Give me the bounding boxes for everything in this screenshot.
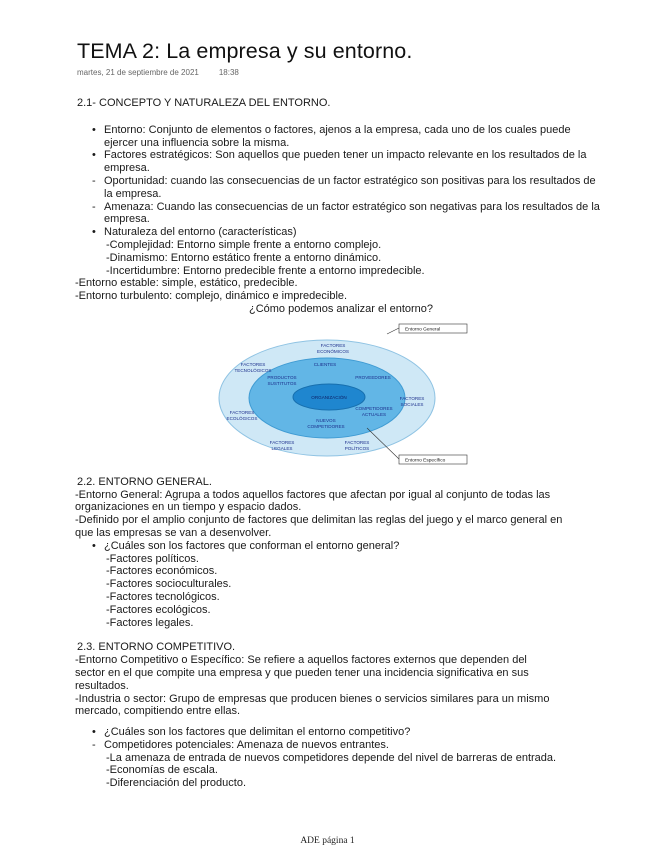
factor-socioculturales: -Factores socioculturales. [106,578,232,591]
label-tecnologicos-1: FACTORES [240,361,266,367]
potential-diferenciacion: -Diferenciación del producto. [106,777,247,790]
competitive-line-2: sector en el que compite una empresa y que pueden tener una incidencia significativa en sus [75,666,529,679]
label-sustitutos-2: SUSTITUTOS [267,380,297,386]
bullet-competitive-question: • ¿Cuáles son los factores que delimitan el entorno competitivo? [77,726,605,739]
label-legales-1: FACTORES [269,439,295,445]
page-title: TEMA 2: La empresa y su entorno. [77,39,413,63]
dash-amenaza: - Amenaza: Cuando las consecuencias de un factor estratégico son negativas para los resultados de la empresa. [77,201,605,227]
diagram-svg [217,316,497,474]
entorno-estable: -Entorno estable: simple, estático, predecible. [75,277,298,290]
diagram-question: ¿Cómo podemos analizar el entorno? [248,302,434,315]
dash-oportunidad: - Oportunidad: cuando las consecuencias de un factor estratégico son positivas para los resultados de la empresa. [77,175,605,201]
callout-general-text: Entorno General [405,327,441,333]
section-heading-general: 2.2. ENTORNO GENERAL. [77,475,212,488]
callout-general-line [387,328,399,334]
factor-economicos: -Factores económicos. [106,565,218,578]
nature-complejidad: -Complejidad: Entorno simple frente a entorno complejo. [106,238,382,251]
factor-legales: -Factores legales. [106,616,194,629]
label-competidores-1: COMPETIDORES [355,405,393,411]
label-tecnologicos-2: TECNOLÓGICOS [234,367,272,373]
page-body [77,97,605,790]
label-nuevos-1: NUEVOS [316,417,336,423]
factor-politicos: -Factores políticos. [106,552,199,565]
bullet-general-question: • ¿Cuáles son los factores que conforman el entorno general? [77,540,605,553]
competitive-line-1: -Entorno Competitivo o Específico: Se refiere a aquellos factores externos que dependen del [75,654,527,667]
environment-diagram [77,316,605,476]
callout-specific-text: Entorno Específico [405,458,446,464]
factor-tecnologicos: -Factores tecnológicos. [106,590,220,603]
bullet-naturaleza: • Naturaleza del entorno (características) [77,226,605,239]
nature-dinamismo: -Dinamismo: Entorno estático frente a entorno dinámico. [106,251,382,264]
label-legales-2: LEGALES [271,445,293,451]
section-heading-concept: 2.1- CONCEPTO Y NATURALEZA DEL ENTORNO. [77,97,331,109]
label-organizacion: ORGANIZACIÓN [311,394,347,400]
label-sociales-2: SOCIALES [400,401,424,407]
general-line-2: organizaciones en un tiempo y espacio dados. [75,501,302,514]
label-sustitutos-1: PRODUCTOS [267,374,297,380]
page-meta [77,68,239,77]
label-clientes: CLIENTES [313,361,337,367]
potential-amenaza: -La amenaza de entrada de nuevos competidores depende del nivel de barreras de entrada. [106,751,557,764]
label-proveedores: PROVEEDORES [355,374,391,380]
factor-ecologicos: -Factores ecológicos. [106,603,211,616]
label-economicos-2: ECONÓMICOS [317,348,349,354]
label-politicos-2: POLÍTICOS [344,445,370,451]
label-nuevos-2: COMPETIDORES [307,423,345,429]
nature-incertidumbre: -Incertidumbre: Entorno predecible frente a entorno impredecible. [106,264,425,277]
label-competidores-2: ACTUALES [361,411,387,417]
bullet-entorno: • Entorno: Conjunto de elementos o factores, ajenos a la empresa, cada uno de los cuales puede ejercer una influencia sobre la misma. [77,124,605,150]
general-line-4: que las empresas se van a desenvolver. [75,526,272,539]
entorno-turbulento: -Entorno turbulento: complejo, dinámico e impredecible. [75,290,348,303]
label-politicos-1: FACTORES [344,439,370,445]
label-sociales-1: FACTORES [399,395,425,401]
competitive-line-5: mercado, compitiendo entre ellas. [75,705,241,718]
label-ecologicos-2: ECOLÓGICOS [226,415,258,421]
bullet-factores-estrategicos: • Factores estratégicos: Son aquellos que pueden tener un impacto relevante en los resultados de la empresa. [77,149,605,175]
label-ecologicos-1: FACTORES [229,409,255,415]
dash-competidores-potenciales: - Competidores potenciales: Amenaza de nuevos entrantes. [77,739,605,752]
general-line-1: -Entorno General: Agrupa a todos aquellos factores que afectan por igual al conjunto de todas las [75,488,551,501]
section-heading-competitive: 2.3. ENTORNO COMPETITIVO. [77,641,236,654]
general-line-3: -Definido por el amplio conjunto de factores que delimitan las reglas del juego y el marco general en [75,514,563,527]
page-footer: ADE página 1 [300,836,355,846]
competitive-line-4: -Industria o sector: Grupo de empresas que producen bienes o servicios similares para un mismo [75,692,550,705]
page-date: martes, 21 de septiembre de 2021 [77,68,199,77]
label-economicos-1: FACTORES [320,342,346,348]
page-time: 18:38 [218,68,239,77]
potential-economias: -Economías de escala. [106,764,218,777]
competitive-line-3: resultados. [75,679,129,692]
